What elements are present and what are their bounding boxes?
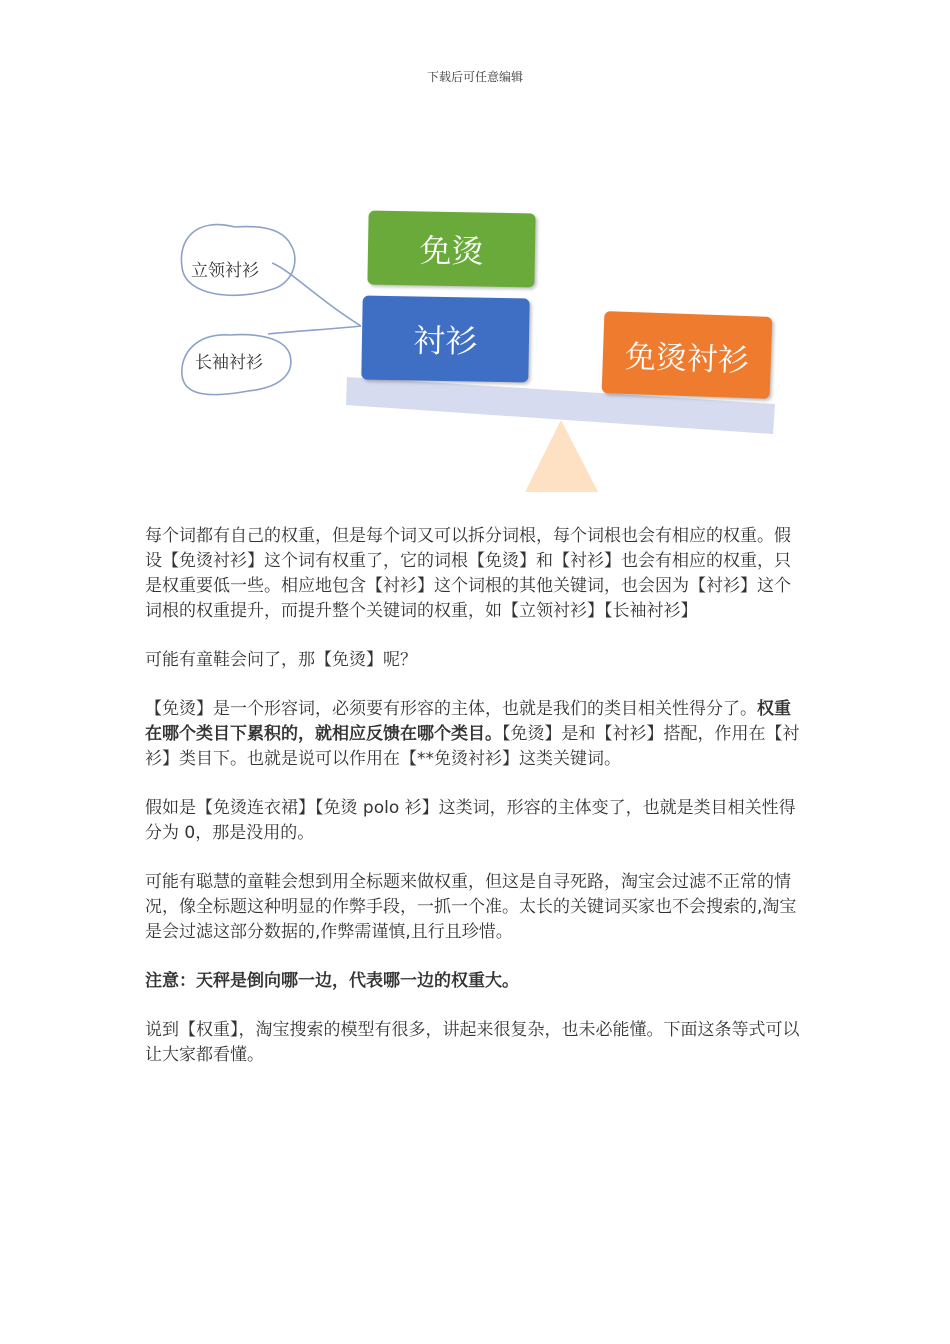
connector-line-2 [268,326,361,334]
paragraph-3-emphasis: 权重在哪个类目下累积的，就相应反馈在哪个类目。 [145,699,791,744]
paragraph-2: 可能有童鞋会问了，那【免烫】呢？ [145,650,417,670]
fulcrum-triangle [525,420,598,492]
paragraph-3 [145,697,805,772]
paragraph-4: 假如是【免烫连衣裙】【免烫 polo 衫】这类词，形容的主体变了，也就是类目相关性得分为 0，那是没用的。 [145,798,796,843]
paragraph-1: 每个词都有自己的权重，但是每个词又可以拆分词根，每个词根也会有相应的权重。假设【免烫衬衫】这个词有权重了，它的词根【免烫】和【衬衫】也会有相应的权重，只是权重要低一些。相应地包含【衬衫】这个词根的其他关键词，也会因为【衬衫】这个词根的权重提升，而提升整个关键词的权重，如【立领衬衫】【长袖衬衫】 [145,526,791,621]
paragraph-5: 可能有聪慧的童鞋会想到用全标题来做权重，但这是自寻死路，淘宝会过滤不正常的情况，像全标题这种明显的作弊手段，一抓一个准。太长的关键词买家也不会搜索的,淘宝是会过滤这部分数据的,作弊需谨慎,且行且珍惜。 [145,872,797,942]
paragraph-7: 说到【权重】，淘宝搜索的模型有很多，讲起来很复杂，也未必能懂。下面这条等式可以让大家都看懂。 [145,1020,800,1065]
paragraph-3-rest: 【免烫】是和【衬衫】搭配，作用在【衬衫】类目下。也就是说可以作用在【**免烫衬衫】这类关键词。 [145,724,800,769]
paragraph-3-intro: 【免烫】是一个形容词，必须要有形容的主体，也就是我们的类目相关性得分了。 [145,699,757,719]
bubble-label-long-sleeve-shirt: 长袖衬衫 [195,353,263,373]
note-paragraph: 注意：天秤是倒向哪一边，代表哪一边的权重大。 [145,971,519,991]
connector-line-1 [272,263,361,326]
weight-balance-illustration [175,205,785,500]
block-non-iron-shirt: 免烫衬衫 [602,311,773,399]
block-non-iron: 免烫 [367,211,535,288]
page-header: 下载后可任意编辑 [426,70,523,84]
article-body [145,524,805,1092]
bubble-label-stand-collar-shirt: 立领衬衫 [191,261,259,281]
block-shirt: 衬衫 [361,296,529,383]
